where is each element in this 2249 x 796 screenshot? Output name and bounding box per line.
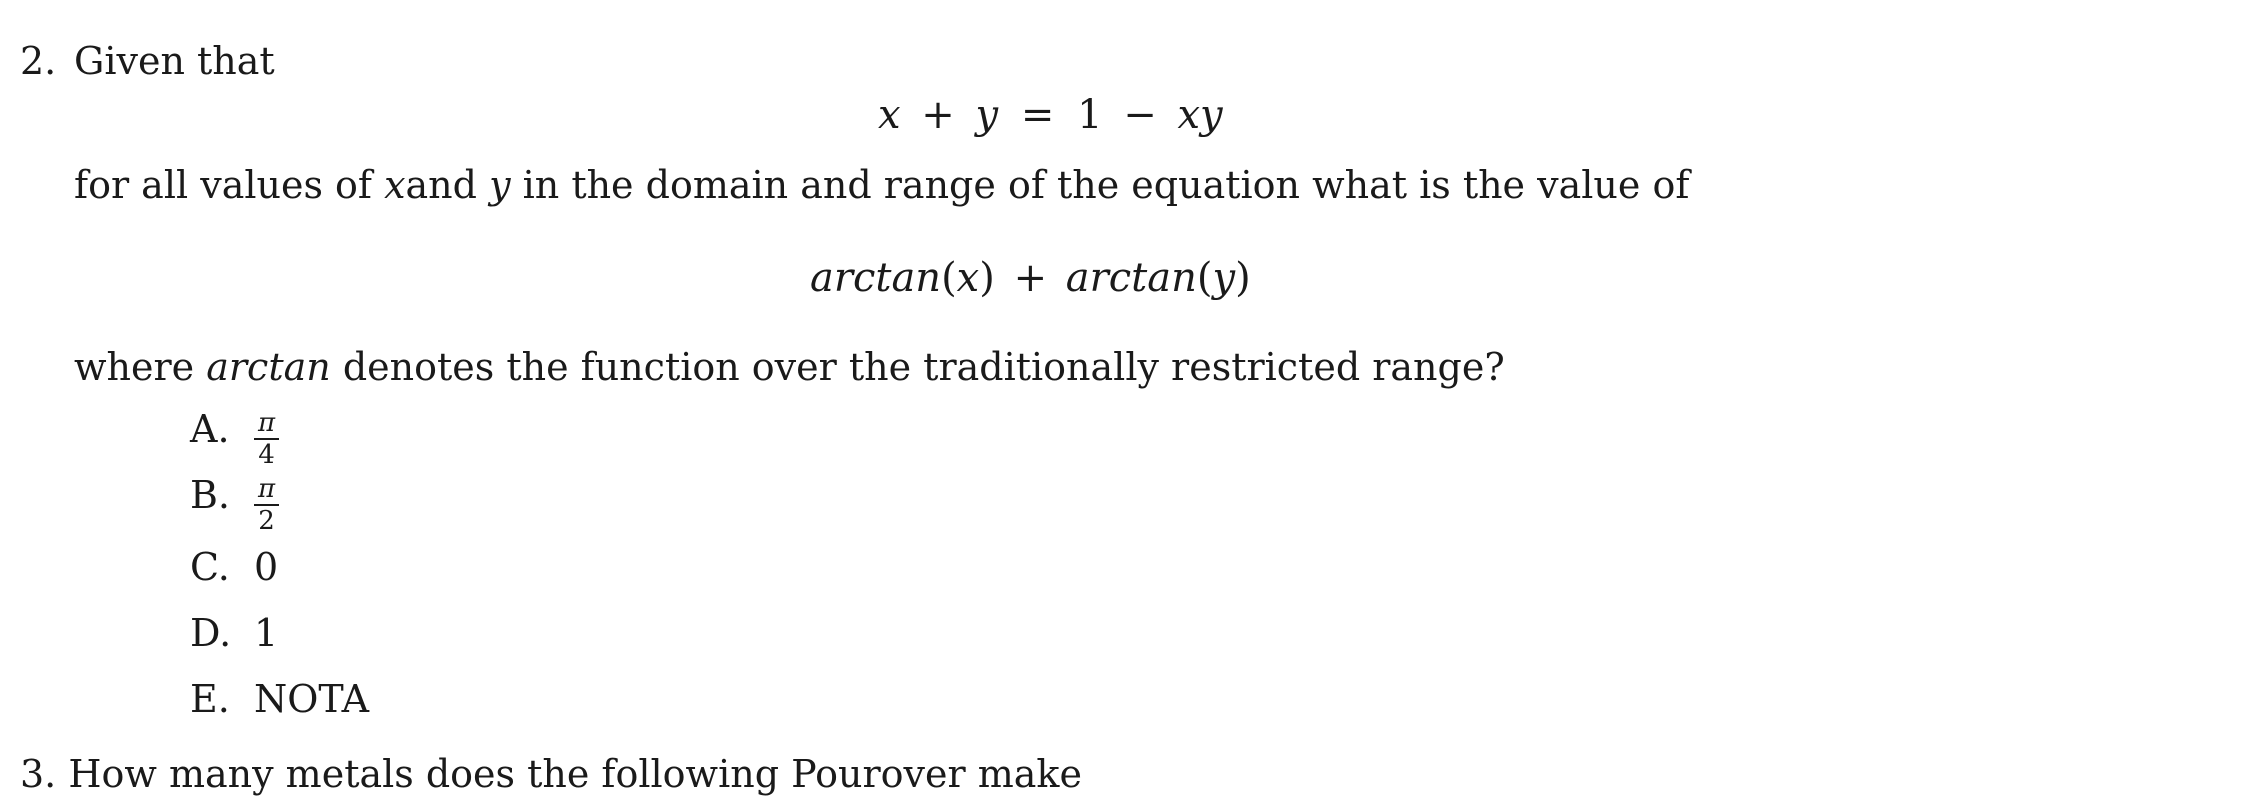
choice-d-label: D. bbox=[190, 611, 232, 655]
fraction-pi-over-4 bbox=[254, 410, 279, 468]
fraction-numerator: π bbox=[258, 474, 276, 504]
domain-text-3: in the domain and range of the equation what is the value of bbox=[510, 163, 1690, 207]
choice-d bbox=[190, 611, 232, 655]
domain-text-1: for all values of bbox=[74, 163, 385, 207]
question-intro: Given that bbox=[74, 39, 275, 83]
next-question-partial: 3. How many metals does the following Pourover make bbox=[20, 752, 1082, 796]
choice-e-label: E. bbox=[190, 677, 230, 721]
choice-c-value: 0 bbox=[254, 545, 279, 589]
fraction-denominator: 4 bbox=[258, 440, 275, 470]
eq2-paren-close-2: ) bbox=[1235, 255, 1251, 301]
domain-text-2: and bbox=[405, 163, 490, 207]
choice-a bbox=[190, 407, 230, 451]
eq2-arg-x: x bbox=[956, 255, 980, 301]
equation-constraint bbox=[878, 92, 1223, 138]
choice-e bbox=[190, 677, 230, 721]
eq2-paren-open-1: ( bbox=[941, 255, 957, 301]
eq2-plus: + bbox=[1013, 255, 1048, 301]
choice-b-label: B. bbox=[190, 473, 231, 517]
fraction-pi-over-2 bbox=[254, 476, 279, 534]
choice-b-value bbox=[254, 476, 279, 534]
eq2-arg-y: y bbox=[1212, 255, 1236, 301]
eq1-xy: xy bbox=[1177, 92, 1223, 138]
choice-a-label: A. bbox=[190, 407, 230, 451]
eq1-one: 1 bbox=[1077, 92, 1103, 138]
eq2-arctan-2: arctan bbox=[1065, 255, 1197, 301]
domain-sentence bbox=[74, 163, 1690, 207]
fraction-denominator: 2 bbox=[258, 506, 275, 536]
where-sentence bbox=[74, 345, 1505, 389]
eq2-paren-open-2: ( bbox=[1196, 255, 1213, 301]
domain-var-y: y bbox=[489, 163, 511, 207]
eq1-x: x bbox=[878, 92, 901, 138]
eq2-paren-close-1: ) bbox=[979, 255, 995, 301]
eq1-plus: + bbox=[921, 92, 955, 138]
domain-var-x: x bbox=[384, 163, 406, 207]
choice-e-value: NOTA bbox=[254, 677, 370, 721]
question-number: 2. bbox=[20, 39, 57, 83]
equation-target bbox=[810, 255, 1251, 301]
eq2-arctan-1: arctan bbox=[810, 255, 942, 301]
choice-c bbox=[190, 545, 230, 589]
where-text-1: where bbox=[74, 345, 207, 389]
eq1-minus: − bbox=[1123, 92, 1157, 138]
choice-b bbox=[190, 473, 231, 517]
choice-d-value: 1 bbox=[254, 611, 279, 655]
choice-a-value bbox=[254, 410, 279, 468]
where-text-2: denotes the function over the traditionally restricted range? bbox=[330, 345, 1505, 389]
eq1-y: y bbox=[975, 92, 999, 138]
fraction-numerator: π bbox=[258, 408, 276, 438]
eq1-equals: = bbox=[1020, 92, 1055, 138]
choice-c-label: C. bbox=[190, 545, 230, 589]
where-fname: arctan bbox=[206, 345, 331, 389]
